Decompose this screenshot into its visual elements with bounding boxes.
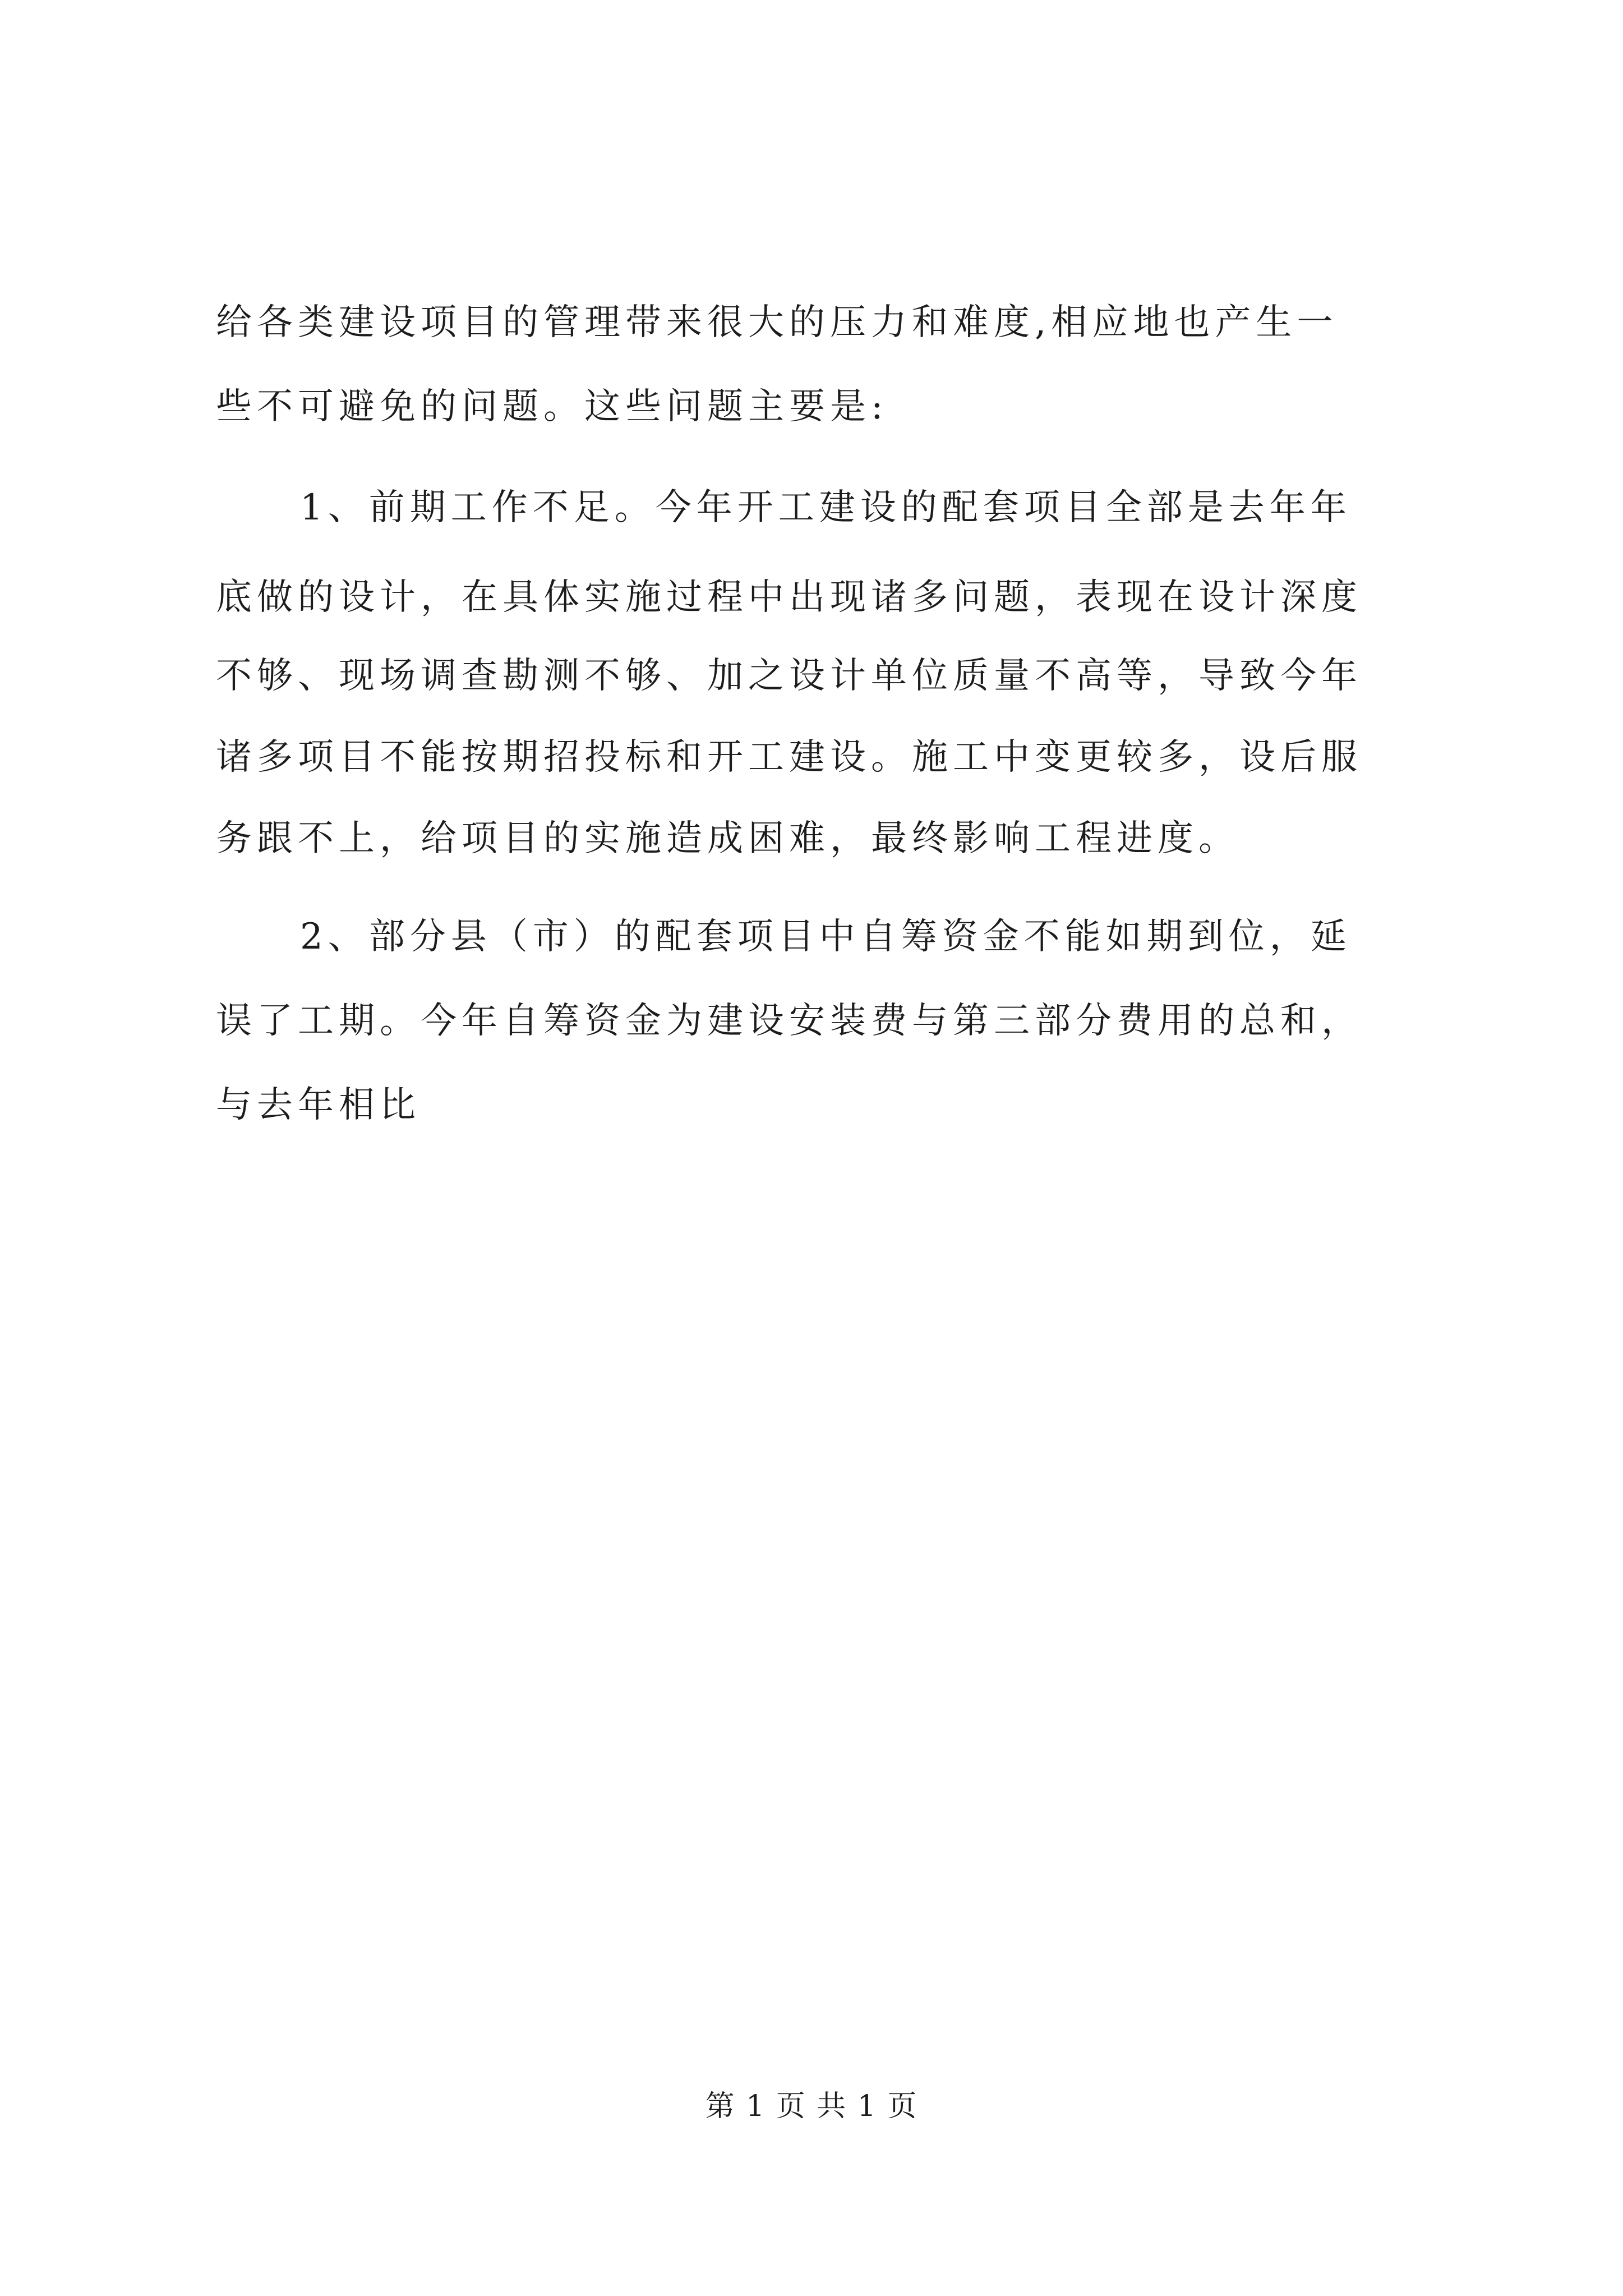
paragraph-line: 底做的设计，在具体实施过程中出现诸多问题，表现在设计深度 — [216, 577, 1362, 618]
paragraph-line: 与去年相比 — [216, 1084, 421, 1126]
paragraph-line: 不够、现场调查勘测不够、加之设计单位质量不高等，导致今年 — [216, 655, 1362, 697]
paragraph-line: 误了工期。今年自筹资金为建设安装费与第三部分费用的总和， — [216, 1000, 1362, 1042]
paragraph-line: 些不可避免的问题。这些问题主要是: — [216, 386, 888, 427]
page-number-footer: 第 1 页 共 1 页 — [705, 2090, 918, 2123]
paragraph-line: 2、部分县（市）的配套项目中自筹资金不能如期到位，延 — [300, 916, 1352, 958]
paragraph-line: 给各类建设项目的管理带来很大的压力和难度,相应地也产生一 — [216, 302, 1338, 343]
paragraph-line: 务跟不上，给项目的实施造成困难，最终影响工程进度。 — [216, 818, 1239, 859]
paragraph-line: 诸多项目不能按期招投标和开工建设。施工中变更较多，设后服 — [216, 737, 1362, 778]
paragraph-line: 1、前期工作不足。今年开工建设的配套项目全部是去年年 — [300, 487, 1352, 528]
